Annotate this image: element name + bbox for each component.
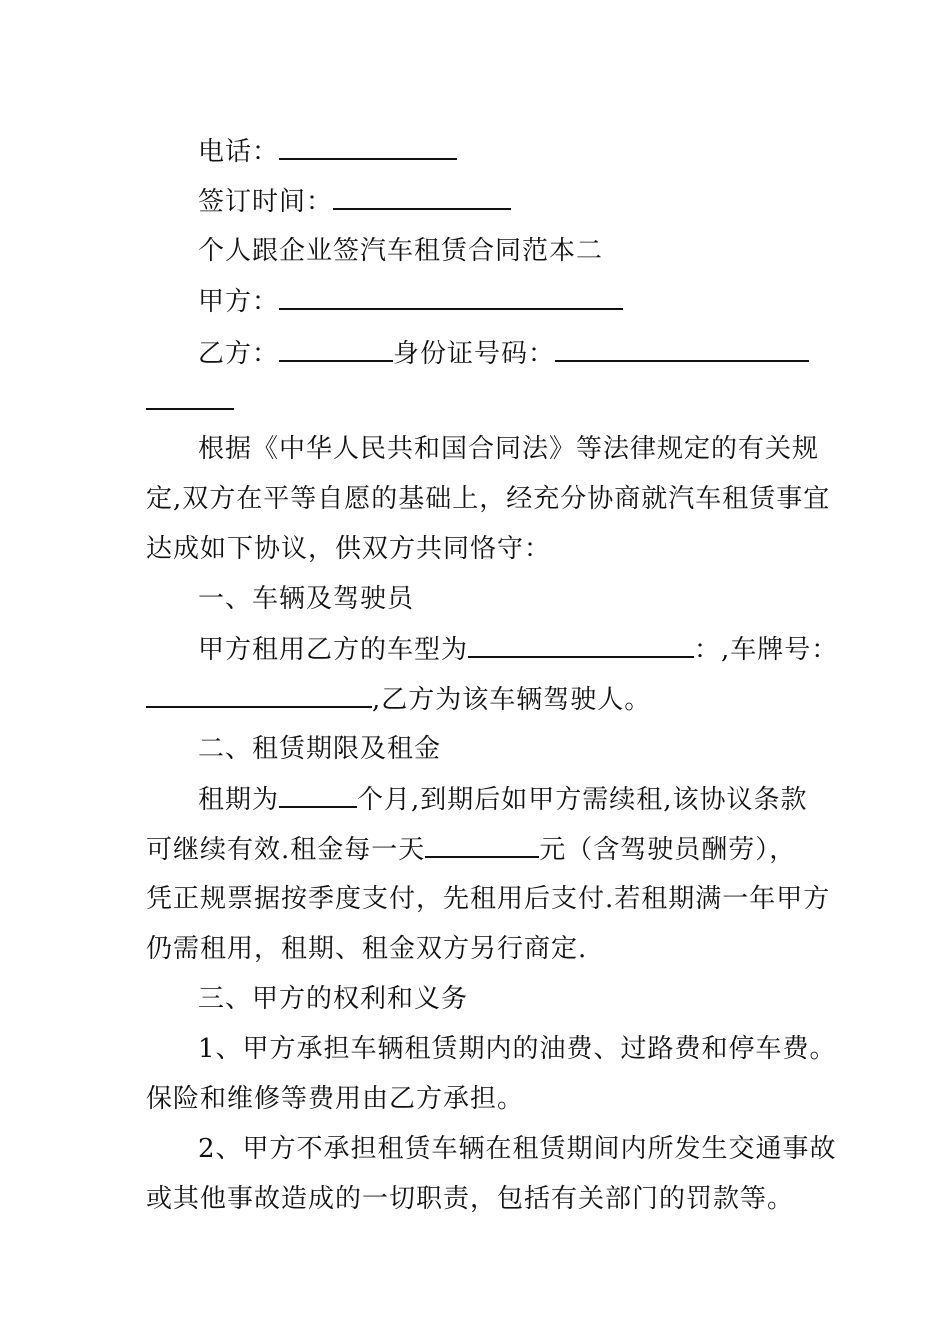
signing-time-label: 签订时间： (198, 187, 334, 217)
vehicle-type-label: 甲方租用乙方的车型为 (198, 635, 469, 665)
phone-blank (279, 134, 457, 160)
id-number-label: 身份证号码： (393, 339, 556, 369)
lease-term-text: 个月,到期后如甲方需续租,该协议条款 (357, 785, 808, 815)
vehicle-type-blank (468, 632, 694, 658)
intro-line-1: 根据《中华人民共和国合同法》等法律规定的有关规 (198, 434, 820, 464)
party-b-blank (279, 336, 393, 362)
daily-rent-label: 可继续有效.租金每一天 (146, 835, 426, 865)
section-3-item-1-line-2: 保险和维修等费用由乙方承担。 (146, 1084, 525, 1114)
section-1-line-1 (198, 632, 838, 667)
party-a-label: 甲方： (198, 287, 280, 317)
section-1-title: 一、车辆及驾驶员 (198, 584, 415, 614)
party-a-blank (279, 284, 623, 310)
contract-title: 个人跟企业签汽车租赁合同范本二 (198, 236, 604, 266)
section-3-title: 三、甲方的权利和义务 (198, 984, 469, 1014)
plate-number-label: ：,车牌号： (694, 635, 839, 665)
id-number-blank-continued (146, 384, 234, 410)
signing-time-line (198, 184, 511, 219)
section-1-line-2 (146, 682, 651, 717)
driver-note: ,乙方为该车辆驾驶人。 (372, 685, 652, 715)
id-number-blank (555, 336, 809, 362)
section-2-line-1 (198, 782, 808, 817)
section-2-title: 二、租赁期限及租金 (198, 734, 442, 764)
lease-term-label: 租期为 (198, 785, 280, 815)
section-3-item-2-line-1: 2、甲方不承担租赁车辆在租赁期间内所发生交通事故 (198, 1134, 837, 1164)
intro-line-3: 达成如下协议，供双方共同恪守： (146, 534, 552, 564)
plate-number-blank (146, 682, 372, 708)
section-2-line-4: 仍需租用，租期、租金双方另行商定. (146, 934, 588, 964)
signing-time-blank (333, 184, 511, 210)
section-3-item-1-line-1: 1、甲方承担车辆租赁期内的油费、过路费和停车费。 (198, 1034, 837, 1064)
intro-line-2: 定,双方在平等自愿的基础上，经充分协商就汽车租赁事宜 (146, 484, 831, 514)
party-a-line (198, 284, 623, 319)
id-number-continuation (146, 384, 234, 419)
party-b-line (198, 336, 809, 371)
daily-rent-blank (425, 832, 539, 858)
phone-label: 电话： (198, 137, 280, 167)
section-2-line-3: 凭正规票据按季度支付，先租用后支付.若租期满一年甲方 (146, 884, 831, 914)
section-2-line-2 (146, 832, 796, 867)
party-b-label: 乙方： (198, 339, 280, 369)
daily-rent-text: 元（含驾驶员酬劳）， (539, 835, 797, 865)
section-3-item-2-line-2: 或其他事故造成的一切职责，包括有关部门的罚款等。 (146, 1184, 795, 1214)
lease-term-blank (279, 782, 357, 808)
phone-line (198, 134, 457, 169)
